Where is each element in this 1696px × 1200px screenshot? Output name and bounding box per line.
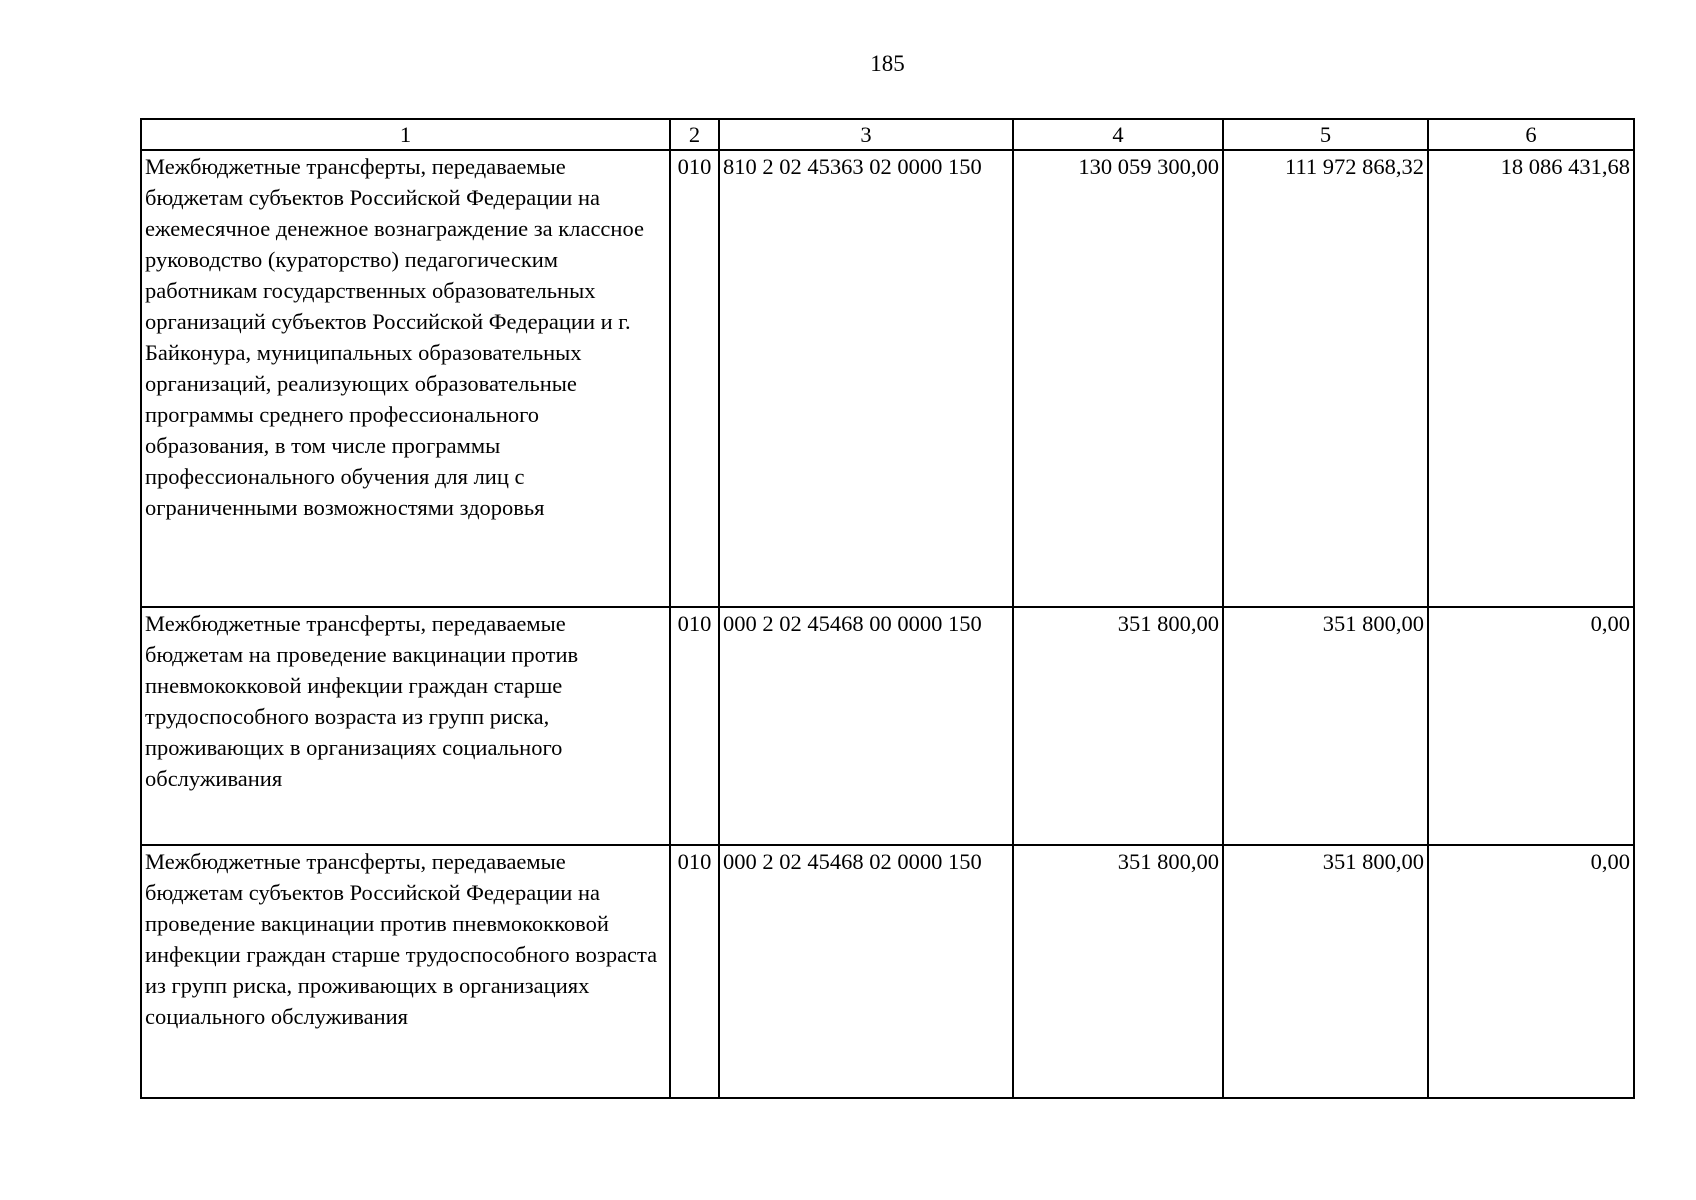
col4-value-cell: 351 800,00 [1013,845,1223,1098]
col6-value-cell: 18 086 431,68 [1428,150,1634,607]
budget-table [140,118,1635,1099]
column-header-6: 6 [1428,119,1634,150]
col6-value-cell: 0,00 [1428,607,1634,845]
row-name-cell: Межбюджетные трансферты, передаваемые бюджетам субъектов Российской Федерации на проведение вакцинации против пневмококковой инфекции граждан старше трудоспособного возраста из групп риска, проживающих в организациях социального обслуживания [141,845,670,1098]
column-header-4: 4 [1013,119,1223,150]
income-code-cell: 000 2 02 45468 02 0000 150 [719,845,1013,1098]
col4-value-cell: 130 059 300,00 [1013,150,1223,607]
table-row [141,607,1634,845]
income-code-cell: 810 2 02 45363 02 0000 150 [719,150,1013,607]
income-code-cell: 000 2 02 45468 00 0000 150 [719,607,1013,845]
table-header-row [141,119,1634,150]
admin-code-cell: 010 [670,845,719,1098]
col5-value-cell: 351 800,00 [1223,607,1428,845]
column-header-1: 1 [141,119,670,150]
row-name-cell: Межбюджетные трансферты, передаваемые бюджетам субъектов Российской Федерации на ежемесячное денежное вознаграждение за классное руководство (кураторство) педагогическим работникам государственных образовательных организаций субъектов Российской Федерации и г. Байконура, муниципальных образовательных организаций, реализующих образовательные программы среднего профессионального образования, в том числе программы профессионального обучения для лиц с ограниченными возможностями здоровья [141,150,670,607]
column-header-3: 3 [719,119,1013,150]
col6-value-cell: 0,00 [1428,845,1634,1098]
admin-code-cell: 010 [670,150,719,607]
admin-code-cell: 010 [670,607,719,845]
column-header-5: 5 [1223,119,1428,150]
col4-value-cell: 351 800,00 [1013,607,1223,845]
table-row [141,150,1634,607]
column-header-2: 2 [670,119,719,150]
col5-value-cell: 351 800,00 [1223,845,1428,1098]
row-name-cell: Межбюджетные трансферты, передаваемые бюджетам на проведение вакцинации против пневмококковой инфекции граждан старше трудоспособного возраста из групп риска, проживающих в организациях социального обслуживания [141,607,670,845]
page-number: 185 [870,51,905,76]
table-row [141,845,1634,1098]
col5-value-cell: 111 972 868,32 [1223,150,1428,607]
